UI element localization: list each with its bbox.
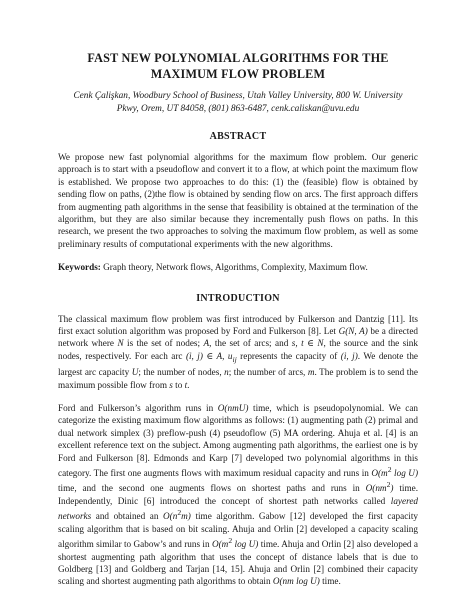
text: be a directed network where <box>58 326 418 349</box>
keywords-label: Keywords: <box>58 262 101 273</box>
math: G(N, A) <box>338 326 368 337</box>
math: u <box>227 350 233 361</box>
text: represents the capacity of <box>236 350 341 361</box>
text: . We denote the largest arc capacity <box>58 350 418 378</box>
text: time, and the second one augments flows on shortest paths and runs in <box>58 483 366 494</box>
text: time, which is pseudopolynomial. We can categorize the existing maximum flow algorithms as follows: (1) augmenting path (2) primal and dual network simplex (3) preflow-push (4) pseudoflow (5) MA ordering. Ahuja et al. [4] is an excellent reference text on the subject. Among augmenting path algorithms, the earliest one is by Ford and Fulkerson [8]. Edmonds and Karp [7] developed two polynomial algorithms in this category. The first one augments flows with maximum residual capacity and runs in <box>58 402 418 479</box>
text: . <box>187 379 190 390</box>
author-affiliation <box>58 90 418 115</box>
text: time algorithm. Gabow [12] developed the first capacity scaling algorithm that is based on bit scaling. Ahuja and Orlin [2] developed a capacity scaling algorithm similar to Gabow’s and runs in <box>58 511 419 550</box>
math: s, t ∈ N <box>291 338 324 349</box>
math: (i, j) ∈ A <box>185 350 223 361</box>
math: s <box>169 379 173 390</box>
math-superscript: 2 <box>387 464 392 474</box>
title-line-2: MAXIMUM FLOW PROBLEM <box>150 67 326 81</box>
emphasis: layered networks <box>58 495 418 522</box>
text: . The problem is to send the maximum possible flow from <box>58 367 418 390</box>
text: The classical maximum flow problem was first introduced by Fulkerson and Dantzig [11]. Its first exact solution algorithm was proposed by Ford and Fulkerson [8]. Let <box>58 313 418 337</box>
text: time. <box>319 576 341 587</box>
math: log U) <box>232 539 259 550</box>
text: is the set of nodes; <box>123 338 204 349</box>
text: time. Independently, Dinic [6] introduced the concept of shortest path networks called <box>58 483 418 506</box>
math: N <box>117 338 124 349</box>
math: log U) <box>391 468 418 479</box>
text: time. Ahuja and Orlin [2] also developed a shortest augmenting path algorithm that uses the concept of distance labels that is due to Goldberg [13] and Goldberg and Tarjan [14, 15]. Ahuja and Orlin [2] combined their capacity scaling and shortest augmenting path algorithms to obtain <box>58 539 418 587</box>
math-superscript: 2 <box>386 480 391 490</box>
text: to <box>172 379 185 390</box>
text: , the source and the sink nodes, respectively. For each arc <box>58 338 418 361</box>
text: ; the number of nodes, <box>138 367 225 378</box>
math: O(nm log U) <box>272 576 320 587</box>
introduction-paragraph-2 <box>58 402 418 588</box>
math-subscript: ij <box>232 354 237 364</box>
introduction-paragraph-1 <box>58 313 418 391</box>
text: ; the number of arcs, <box>228 367 308 378</box>
text: , the set of arcs; and <box>209 338 292 349</box>
math: O(n <box>163 511 178 522</box>
math: O(nmU) <box>217 402 249 413</box>
math: O(nm <box>365 483 387 494</box>
math-superscript: 2 <box>177 508 182 518</box>
paper-page <box>58 50 418 588</box>
math: n <box>224 367 229 378</box>
math-superscript: 2 <box>228 536 233 546</box>
math: ) <box>390 483 394 494</box>
title-line-1: FAST NEW POLYNOMIAL ALGORITHMS FOR THE <box>87 51 389 65</box>
keywords-text: Graph theory, Network flows, Algorithms, Complexity, Maximum flow. <box>103 262 368 273</box>
paper-title <box>58 50 418 82</box>
math: m) <box>181 511 191 522</box>
text: Ford and Fulkerson’s algorithm runs in <box>58 402 218 413</box>
abstract-body: We propose new fast polynomial algorithms for the maximum flow problem. Our generic approach is to start with a pseudoflow and convert it to a flow, at which point the maximum flow is established. We propose two approaches to do this: (1) the (feasible) flow is obtained by sending flow on paths, (2)the flow is obtained by sending flow on arcs. The first approach differs from augmenting path algorithms in the sense that feasibility is obtained at the termination of the algorithm, but they are also similar because they incrementally push flows on paths. In this research, we present the two approaches to solving the maximum flow problem, as well as some preliminary results of computational experiments with the new algorithms. <box>58 152 418 249</box>
introduction-heading: INTRODUCTION <box>196 292 280 304</box>
author-line-2: Pkwy, Orem, UT 84058, (801) 863-6487, cenk.caliskan@uvu.edu <box>116 103 360 114</box>
math: O(m <box>371 468 388 479</box>
math: m <box>307 367 315 378</box>
math: t <box>184 379 188 390</box>
math: (i, j) <box>340 350 358 361</box>
math: O(m <box>211 539 229 550</box>
math: A <box>203 338 210 349</box>
text: , <box>222 350 228 361</box>
text: and obtained an <box>91 511 164 522</box>
author-line-1: Cenk Çalişkan, Woodbury School of Business, Utah Valley University, 800 W. University <box>73 91 403 101</box>
abstract-heading: ABSTRACT <box>209 131 267 142</box>
math: U <box>131 367 139 378</box>
keywords-line <box>58 261 418 273</box>
